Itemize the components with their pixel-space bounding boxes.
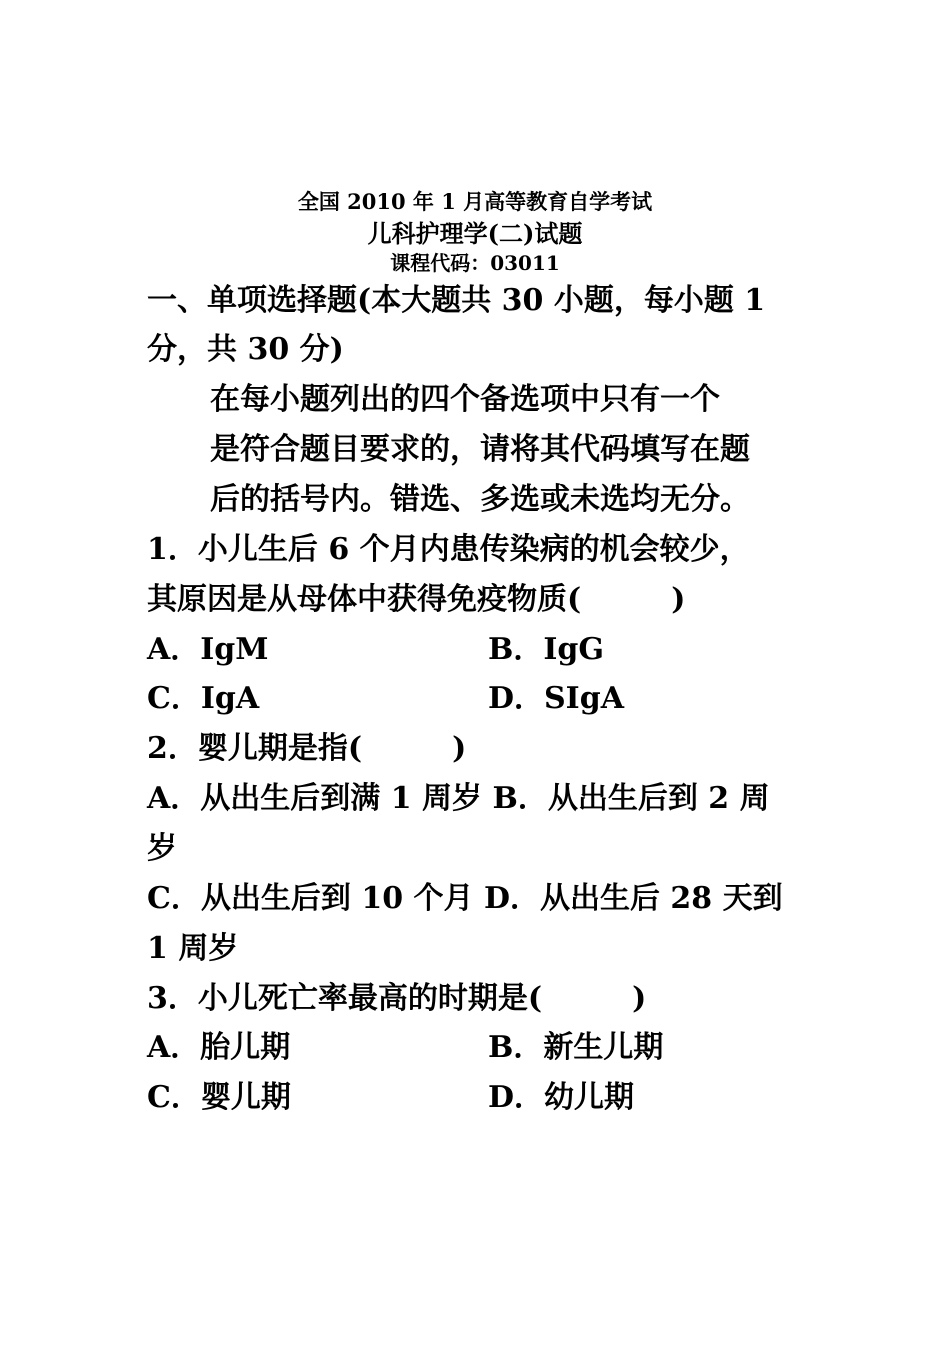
instruction-line1: 在每小题列出的四个备选项中只有一个 <box>210 382 720 417</box>
q3-option-b: B．新生儿期 <box>488 1030 664 1065</box>
q1-option-c: C．IgA <box>147 681 260 716</box>
q3-option-a: A．胎儿期 <box>147 1030 291 1065</box>
q2-stem-text: 2．婴儿期是指( <box>147 731 363 766</box>
q1-option-a: A．IgM <box>147 632 269 667</box>
q3-option-d: D．幼儿期 <box>488 1080 635 1115</box>
course-code: 课程代码：03011 <box>390 251 560 275</box>
instruction-line3: 后的括号内。错选、多选或未选均无分。 <box>210 482 750 517</box>
q3-stem-text: 3．小儿死亡率最高的时期是( <box>147 981 543 1016</box>
section-heading-line1: 一、单项选择题(本大题共 30 小题，每小题 1 <box>147 283 766 318</box>
q2-stem-close: ) <box>452 731 467 766</box>
q1-stem-line2 <box>147 582 685 618</box>
subject-title: 儿科护理学(二)试题 <box>367 219 583 248</box>
q1-stem-close: ) <box>671 582 686 617</box>
q2-options-line4: 1 周岁 <box>147 931 239 966</box>
q2-options-line1: A．从出生后到满 1 周岁 B．从出生后到 2 周 <box>147 781 770 816</box>
section-heading-line2: 分，共 30 分) <box>147 332 344 367</box>
q2-options-line3: C．从出生后到 10 个月 D．从出生后 28 天到 <box>147 881 783 916</box>
exam-title: 全国 2010 年 1 月高等教育自学考试 <box>297 189 653 214</box>
q1-option-b: B．IgG <box>488 632 604 667</box>
q1-stem-line1: 1．小儿生后 6 个月内患传染病的机会较少， <box>147 532 750 567</box>
q3-stem <box>147 981 646 1017</box>
q3-option-c: C．婴儿期 <box>147 1080 291 1115</box>
q1-option-d: D．SIgA <box>488 681 624 716</box>
instruction-line2: 是符合题目要求的，请将其代码填写在题 <box>210 432 750 467</box>
q2-options-line2: 岁 <box>147 831 177 866</box>
q1-stem-text: 其原因是从母体中获得免疫物质( <box>147 582 582 617</box>
q2-stem <box>147 731 466 767</box>
q3-stem-close: ) <box>632 981 647 1016</box>
